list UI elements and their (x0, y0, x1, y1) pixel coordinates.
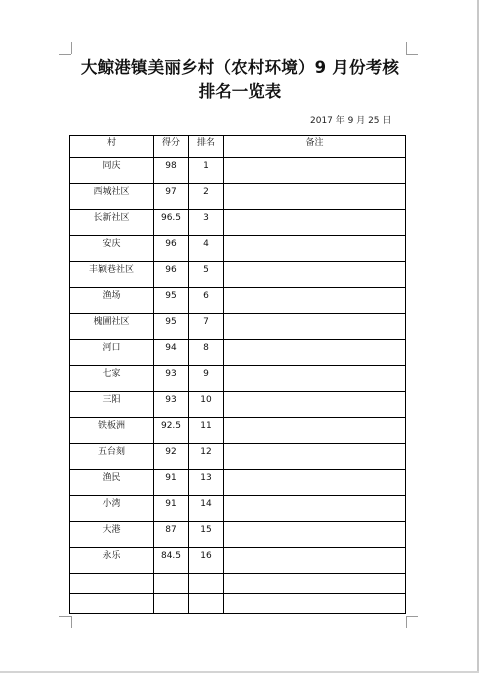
cell-score: 93 (154, 392, 189, 418)
table-row (70, 496, 406, 522)
cell-score: 95 (154, 314, 189, 340)
table-row (70, 444, 406, 470)
cell-rank: 14 (189, 496, 224, 522)
empty-cell (70, 594, 154, 614)
empty-cell (189, 574, 224, 594)
cell-village: 七家 (70, 366, 154, 392)
table-row (70, 418, 406, 444)
header-note: 备注 (224, 136, 406, 158)
table-body (70, 158, 406, 614)
cell-village: 西城社区 (70, 184, 154, 210)
cell-note (224, 366, 406, 392)
cell-score: 92 (154, 444, 189, 470)
cell-score: 95 (154, 288, 189, 314)
cell-note (224, 470, 406, 496)
header-village: 村 (70, 136, 154, 158)
table-row (70, 158, 406, 184)
table-row (70, 288, 406, 314)
cell-note (224, 340, 406, 366)
table-row (70, 236, 406, 262)
crop-mark-top-left-vertical (71, 42, 72, 54)
table-row (70, 262, 406, 288)
table-row (70, 340, 406, 366)
cell-village: 小湾 (70, 496, 154, 522)
cell-village: 同庆 (70, 158, 154, 184)
cell-rank: 9 (189, 366, 224, 392)
document-date: 2017 年 9 月 25 日 (310, 116, 392, 126)
empty-cell (224, 574, 406, 594)
cell-score: 96 (154, 236, 189, 262)
cell-score: 87 (154, 522, 189, 548)
table-row (70, 470, 406, 496)
cell-village: 安庆 (70, 236, 154, 262)
crop-mark-bottom-right (406, 616, 418, 617)
empty-cell (70, 574, 154, 594)
cell-rank: 8 (189, 340, 224, 366)
cell-rank: 11 (189, 418, 224, 444)
cell-note (224, 314, 406, 340)
cell-score: 97 (154, 184, 189, 210)
cell-rank: 13 (189, 470, 224, 496)
cell-score: 96.5 (154, 210, 189, 236)
table-row (70, 392, 406, 418)
cell-village: 三阳 (70, 392, 154, 418)
cell-note (224, 548, 406, 574)
cell-note (224, 210, 406, 236)
cell-rank: 16 (189, 548, 224, 574)
crop-mark-top-right-vertical (406, 42, 407, 54)
document-title-line-2: 排名一览表 (198, 82, 282, 101)
empty-cell (224, 594, 406, 614)
cell-village: 槐圃社区 (70, 314, 154, 340)
cell-score: 96 (154, 262, 189, 288)
cell-village: 铁板洲 (70, 418, 154, 444)
empty-cell (154, 574, 189, 594)
cell-rank: 7 (189, 314, 224, 340)
cell-rank: 12 (189, 444, 224, 470)
cell-note (224, 392, 406, 418)
cell-village: 渔场 (70, 288, 154, 314)
cell-village: 长新社区 (70, 210, 154, 236)
crop-mark-bottom-left-vertical (71, 616, 72, 628)
cell-note (224, 418, 406, 444)
table-row-empty (70, 594, 406, 614)
document-title-line-1: 大鲸港镇美丽乡村（农村环境）9 月份考核 (80, 58, 400, 77)
header-score: 得分 (154, 136, 189, 158)
cell-rank: 10 (189, 392, 224, 418)
cell-rank: 15 (189, 522, 224, 548)
table-row (70, 184, 406, 210)
cell-note (224, 262, 406, 288)
cell-rank: 6 (189, 288, 224, 314)
cell-score: 93 (154, 366, 189, 392)
cell-rank: 4 (189, 236, 224, 262)
cell-village: 永乐 (70, 548, 154, 574)
table-row (70, 210, 406, 236)
cell-village: 大港 (70, 522, 154, 548)
ranking-table (69, 135, 406, 614)
table-row (70, 314, 406, 340)
crop-mark-bottom-left (59, 616, 71, 617)
cell-note (224, 288, 406, 314)
cell-note (224, 444, 406, 470)
cell-village: 丰颖巷社区 (70, 262, 154, 288)
cell-note (224, 496, 406, 522)
header-rank: 排名 (189, 136, 224, 158)
cell-score: 84.5 (154, 548, 189, 574)
cell-note (224, 522, 406, 548)
table-row (70, 366, 406, 392)
crop-mark-top-left (59, 54, 71, 55)
crop-mark-top-right (406, 54, 418, 55)
cell-score: 92.5 (154, 418, 189, 444)
cell-village: 河口 (70, 340, 154, 366)
crop-mark-bottom-right-vertical (406, 616, 407, 628)
empty-cell (154, 594, 189, 614)
cell-note (224, 236, 406, 262)
empty-cell (189, 594, 224, 614)
table-row (70, 548, 406, 574)
table-header-row (70, 136, 406, 158)
cell-rank: 5 (189, 262, 224, 288)
cell-note (224, 158, 406, 184)
cell-score: 91 (154, 470, 189, 496)
cell-score: 94 (154, 340, 189, 366)
table-row (70, 522, 406, 548)
cell-note (224, 184, 406, 210)
cell-rank: 3 (189, 210, 224, 236)
cell-village: 五台刻 (70, 444, 154, 470)
cell-village: 渔民 (70, 470, 154, 496)
cell-rank: 1 (189, 158, 224, 184)
cell-score: 98 (154, 158, 189, 184)
table-row-empty (70, 574, 406, 594)
cell-rank: 2 (189, 184, 224, 210)
cell-score: 91 (154, 496, 189, 522)
